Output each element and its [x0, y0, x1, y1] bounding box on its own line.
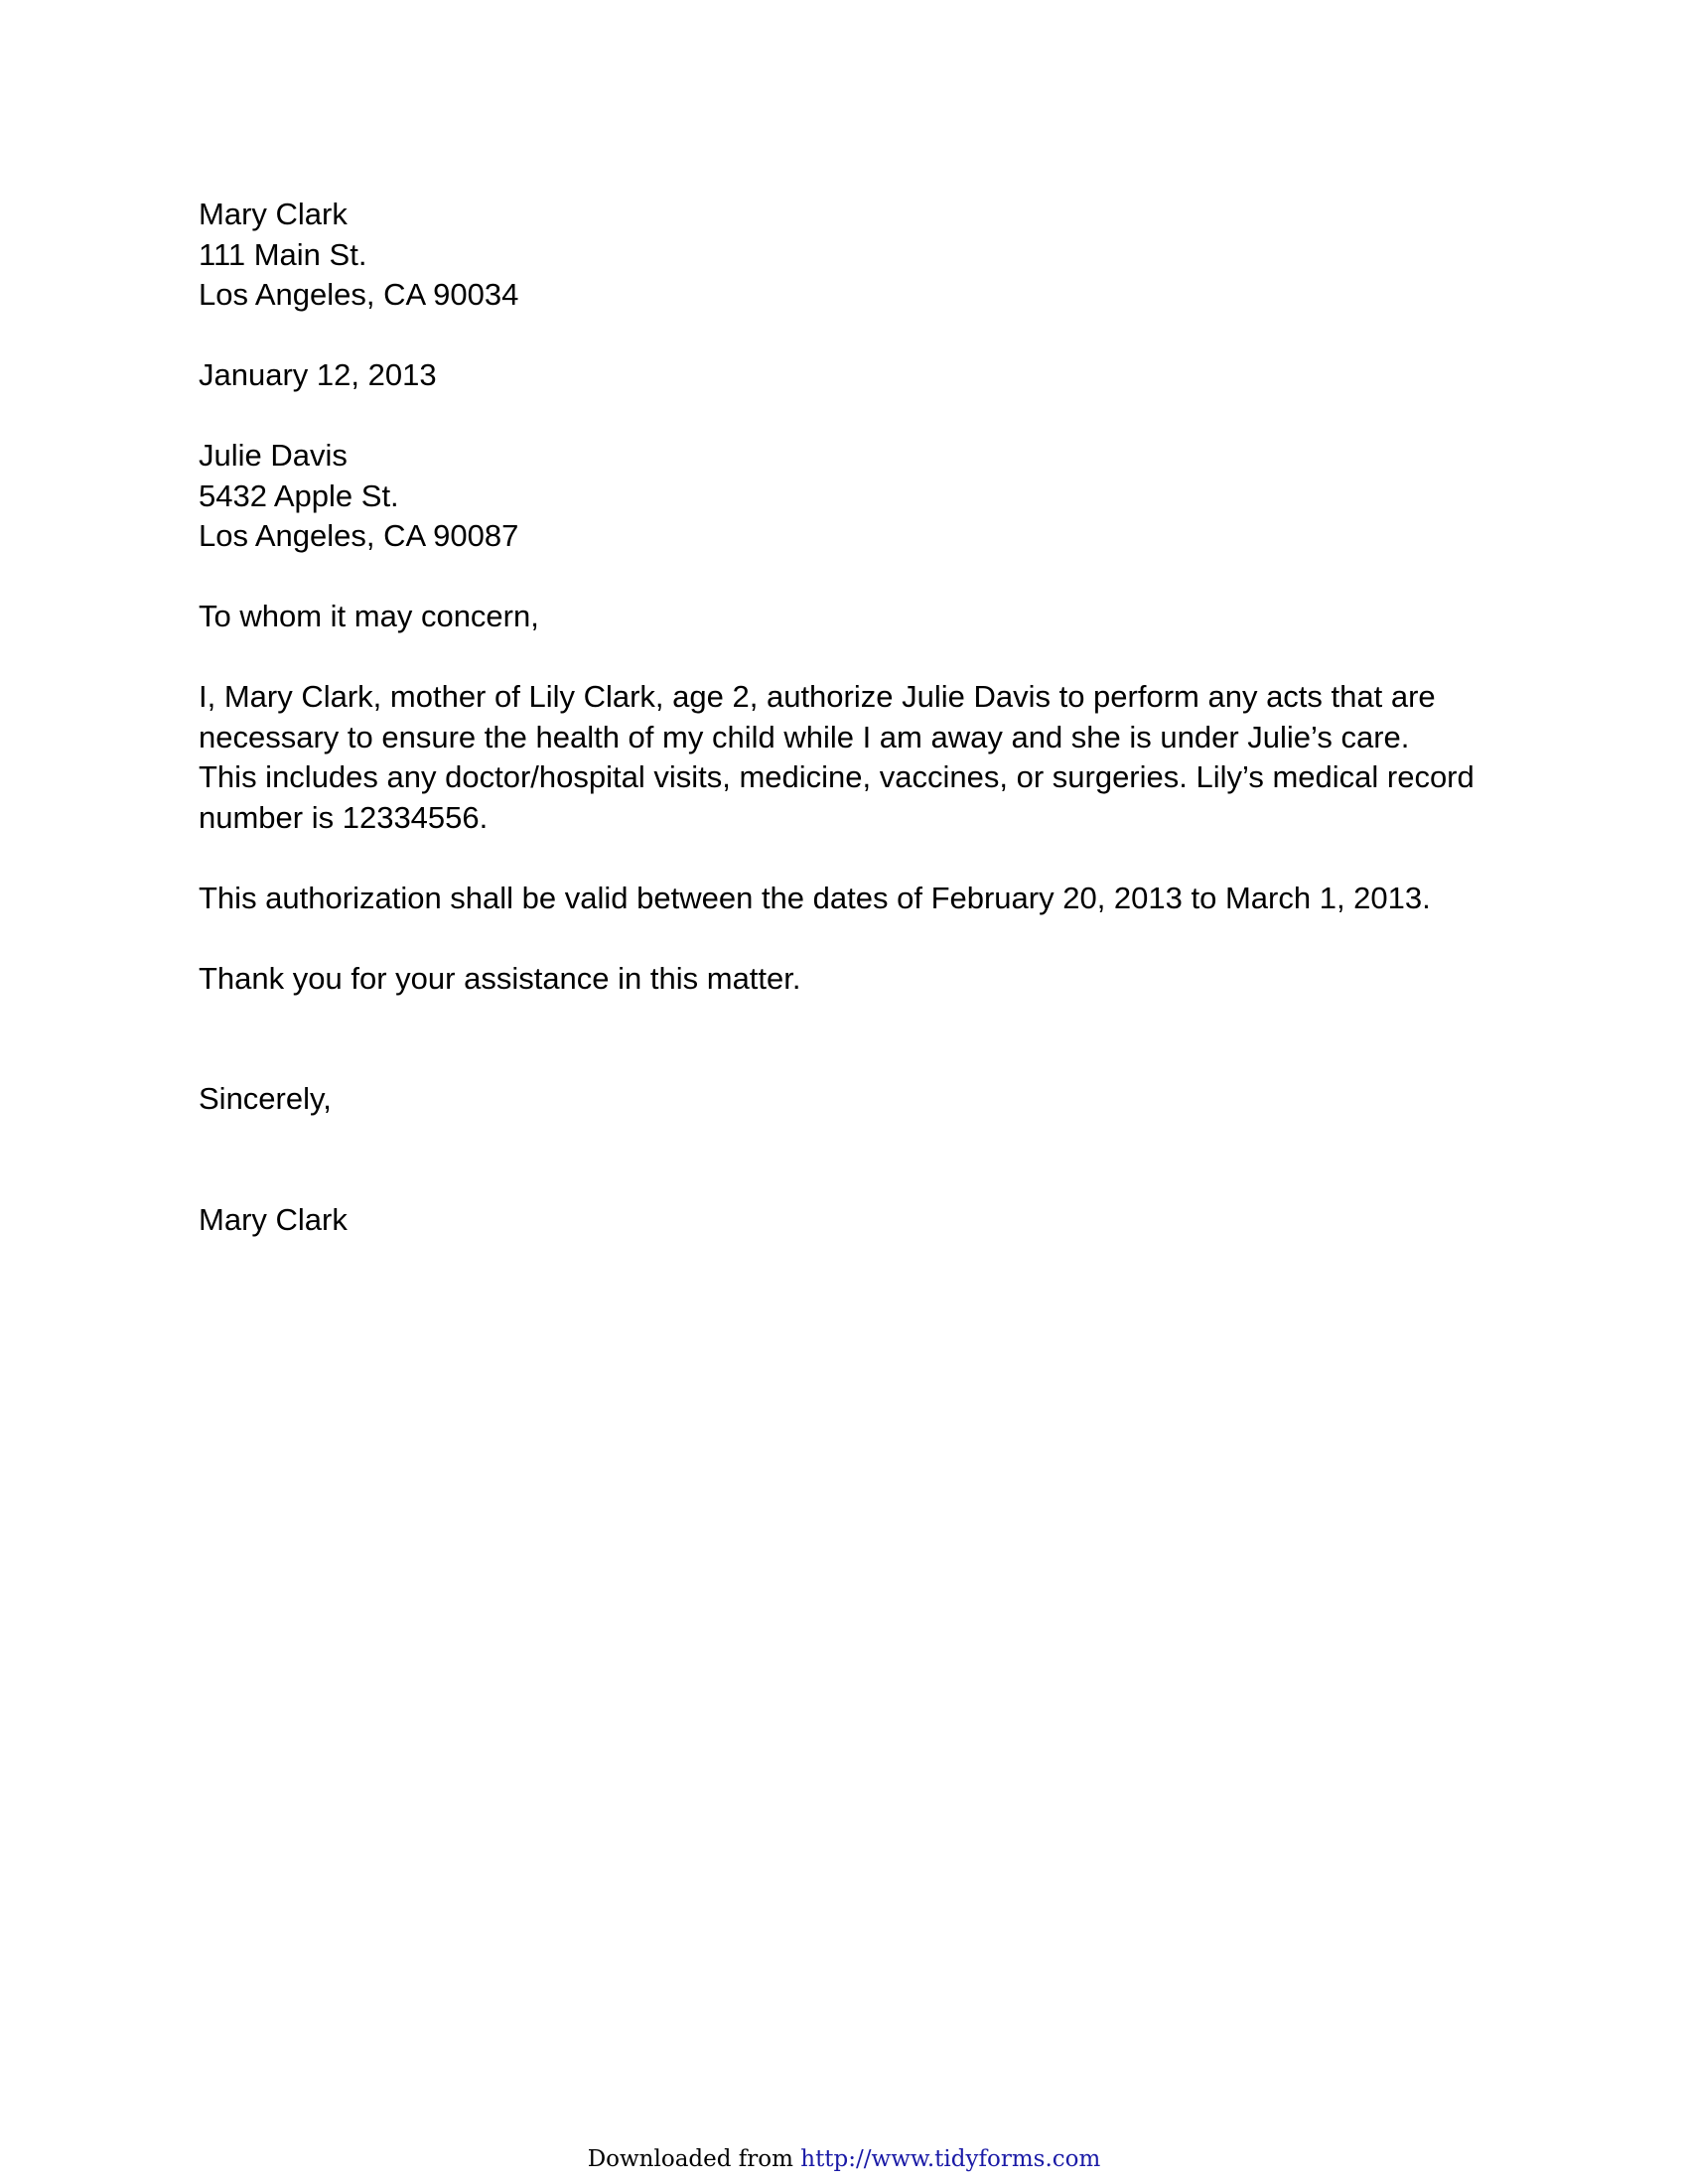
spacer: [199, 316, 1489, 356]
sender-street: 111 Main St.: [199, 236, 367, 272]
salutation: To whom it may concern,: [199, 599, 539, 633]
download-footer: [0, 2144, 1688, 2174]
letter-date: January 12, 2013: [199, 357, 437, 392]
body-paragraph-authorization: [199, 677, 1489, 838]
body-paragraph-thanks: Thank you for your assistance in this matter.: [199, 960, 801, 996]
spacer: [199, 396, 1489, 437]
spacer: [199, 1120, 1489, 1200]
recipient-address: [199, 436, 1489, 557]
sender-city-line: Los Angeles, CA 90034: [199, 277, 519, 312]
spacer: [199, 637, 1489, 678]
paragraph-line: number is 12334556.: [199, 799, 489, 835]
spacer: [199, 999, 1489, 1079]
paragraph-line: I, Mary Clark, mother of Lily Clark, age 2, authorize Julie Davis to perform any acts that are: [199, 679, 1436, 714]
recipient-city-line: Los Angeles, CA 90087: [199, 518, 519, 553]
body-paragraph-validity: This authorization shall be valid between the dates of February 20, 2013 to March 1, 2013.: [199, 880, 1431, 915]
closing: Sincerely,: [199, 1081, 332, 1116]
paragraph-line: necessary to ensure the health of my child while I am away and she is under Julie’s care.: [199, 719, 1410, 754]
recipient-name: Julie Davis: [199, 438, 348, 473]
letter: [199, 195, 1489, 1240]
signature-name: Mary Clark: [199, 1201, 348, 1237]
paragraph-line: This includes any doctor/hospital visits, medicine, vaccines, or surgeries. Lily’s medical record: [199, 759, 1475, 794]
footer-prefix: Downloaded from: [587, 2146, 801, 2172]
sender-address: [199, 195, 1489, 316]
spacer: [199, 838, 1489, 879]
recipient-street: 5432 Apple St.: [199, 478, 399, 513]
sender-name: Mary Clark: [199, 197, 348, 231]
spacer: [199, 557, 1489, 598]
footer-link[interactable]: http://www.tidyforms.com: [800, 2146, 1101, 2172]
spacer: [199, 918, 1489, 959]
